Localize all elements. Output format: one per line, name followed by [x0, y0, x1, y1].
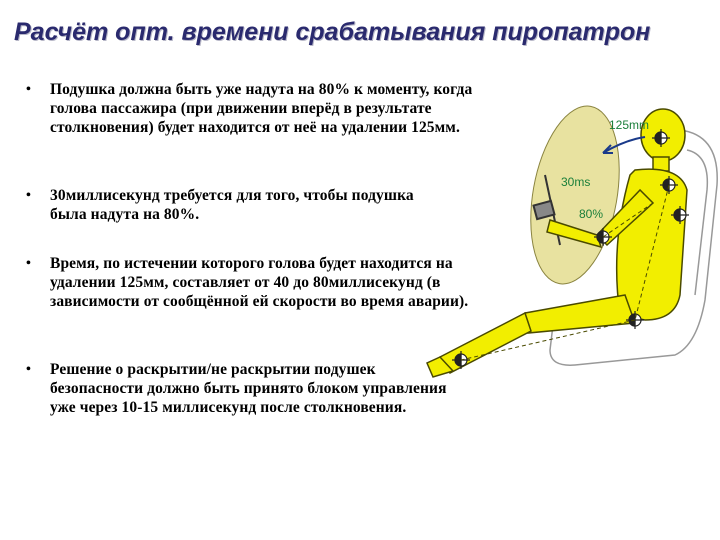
- bullet-dot: •: [26, 82, 32, 97]
- slide-title: Расчёт опт. времени срабатывания пиропатрон: [14, 18, 651, 46]
- bullet-dot: •: [26, 256, 32, 271]
- bullet-text: Время, по истечении которого голова будет находится на удалении 125мм, составляет от 40 до 80миллисекунд (в зависимости от сообщённой ей скорости во время аварии).: [50, 255, 469, 310]
- bullet-item: [22, 80, 480, 137]
- distance-label: 125mm: [609, 118, 650, 132]
- bullet-item: [22, 360, 450, 417]
- bullet-dot: •: [26, 188, 32, 203]
- crash-dummy-figure: [425, 95, 720, 425]
- inflation-label: 80%: [579, 207, 604, 221]
- bullet-dot: •: [26, 362, 32, 377]
- bullet-text: Подушка должна быть уже надута на 80% к моменту, когда голова пассажира (при движении вперёд в результате столкновения) будет находится от неё на удалении 125мм.: [50, 81, 473, 136]
- bullet-item: [22, 254, 480, 311]
- bullet-text: 30миллисекунд требуется для того, чтобы подушка была надута на 80%.: [50, 187, 414, 223]
- time-label: 30ms: [561, 175, 591, 189]
- bullet-text: Решение о раскрытии/не раскрытии подушек безопасности должно быть принято блоком управления уже через 10-15 миллисекунд после столкновения.: [50, 361, 447, 416]
- bullet-item: [22, 186, 420, 224]
